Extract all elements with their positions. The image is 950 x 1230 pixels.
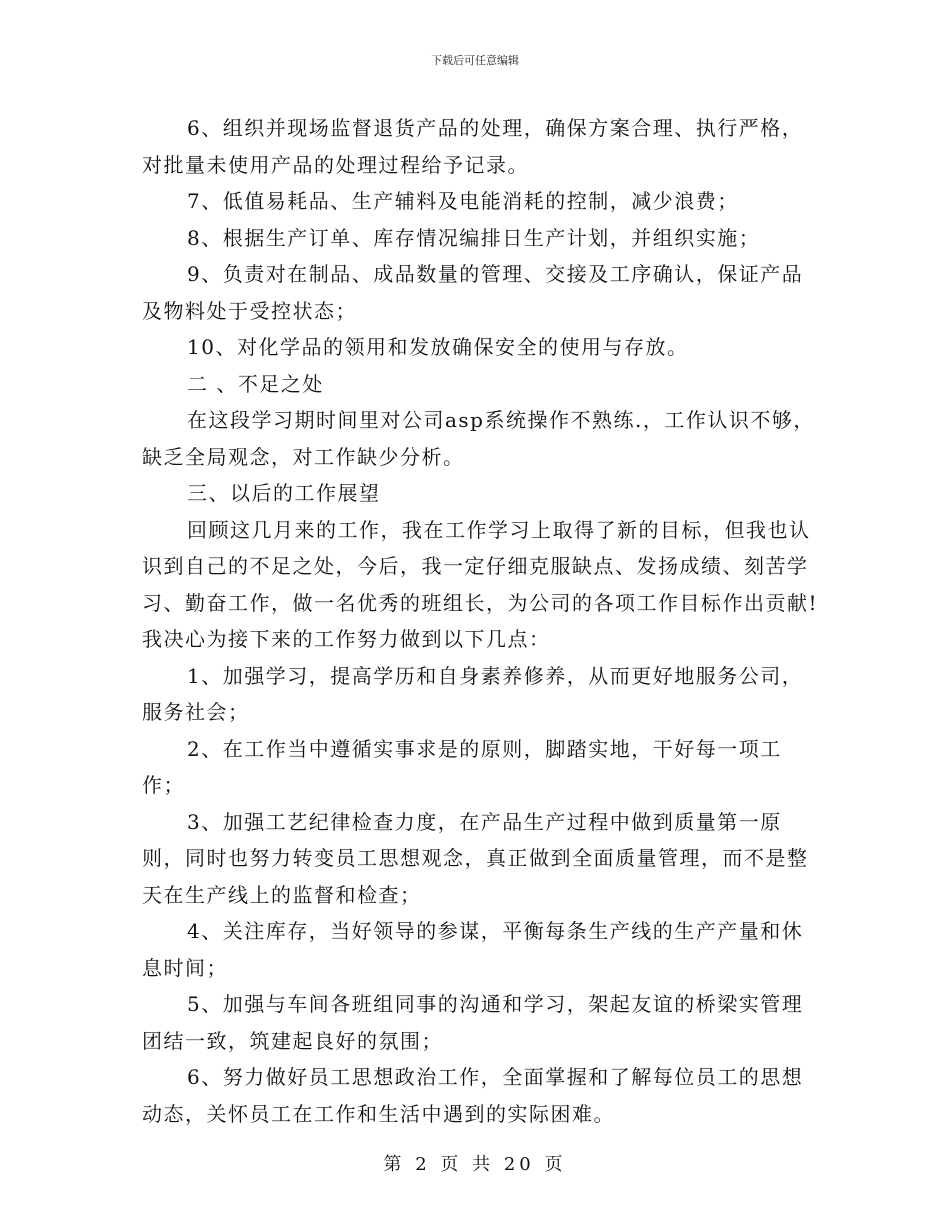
paragraph-shortcomings: 在这段学习期时间里对公司asp系统操作不熟练.，工作认识不够，缺乏全局观念，对工作缺少分析。 [142, 408, 815, 469]
paragraph-goal-4: 4、关注库存，当好领导的参谋，平衡每条生产线的生产产量和休息时间； [142, 919, 804, 980]
paragraph-item-10-chemicals: 10、对化学品的领用和发放确保安全的使用与存放。 [187, 335, 689, 359]
paragraph-item-8-planning: 8、根据生产订单、库存情况编排日生产计划，并组织实施； [187, 225, 761, 250]
paragraph-goal-5: 5、加强与车间各班组同事的沟通和学习，架起友谊的桥梁实管理团结一致，筑建起良好的氛围； [142, 992, 804, 1053]
section-heading-outlook: 三、以后的工作展望 [187, 481, 381, 505]
paragraph-item-7-consumables: 7、低值易耗品、生产辅料及电能消耗的控制，减少浪费； [187, 189, 739, 213]
paragraph-item-9-wip: 9、负责对在制品、成品数量的管理、交接及工序确认，保证产品及物料处于受控状态； [142, 262, 804, 323]
section-heading-shortcomings: 二 、不足之处 [187, 371, 324, 396]
page-number-footer: 第 2 页 共 20 页 [383, 1154, 567, 1175]
paragraph-goal-3: 3、加强工艺纪律检查力度，在产品生产过程中做到质量第一原则，同时也努力转变员工思想观念，真正做到全面质量管理，而不是整天在生产线上的监督和检查； [142, 809, 809, 907]
paragraph-goal-6: 6、努力做好员工思想政治工作，全面掌握和了解每位员工的思想动态，关怀员工在工作和生活中遇到的实际困难。 [142, 1065, 804, 1126]
paragraph-item-6-returns: 6、组织并现场监督退货产品的处理，确保方案合理、执行严格，对批量未使用产品的处理过程给予记录。 [142, 116, 804, 177]
page-header-note: 下载后可任意编辑 [431, 54, 519, 67]
paragraph-goal-1: 1、加强学习，提高学历和自身素养修养，从而更好地服务公司，服务社会； [142, 663, 804, 724]
document-body [142, 110, 822, 1132]
paragraph-outlook-intro: 回顾这几月来的工作，我在工作学习上取得了新的目标，但我也认识到自己的不足之处，今后，我一定仔细克服缺点、发扬成绩、刻苦学习、勤奋工作，做一名优秀的班组长，为公司的各项工作目标作出贡献!我决心为接下来的工作努力做到以下几点： [142, 517, 819, 651]
paragraph-goal-2: 2、在工作当中遵循实事求是的原则，脚踏实地，干好每一项工作； [142, 736, 782, 797]
